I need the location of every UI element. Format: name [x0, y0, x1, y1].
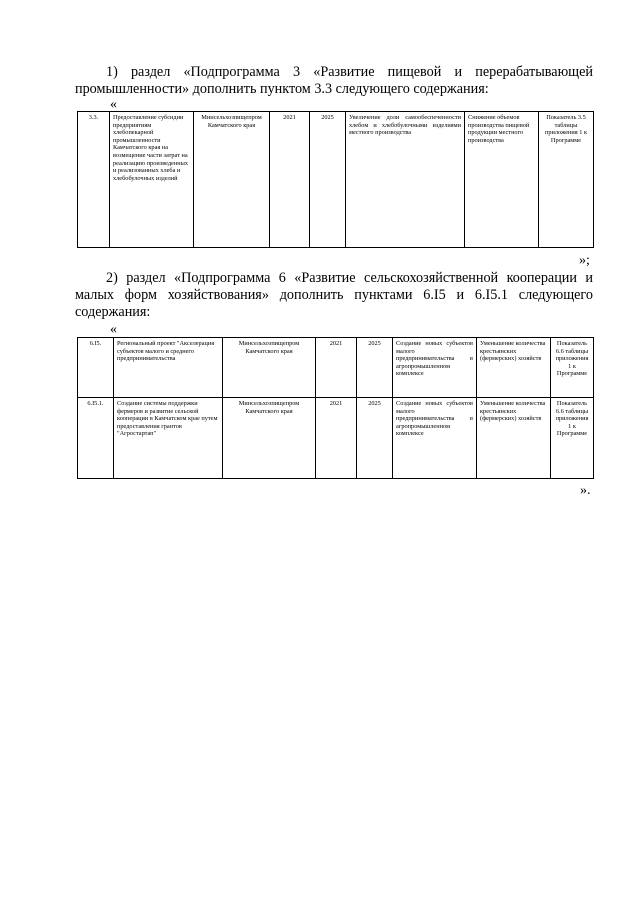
closing-quote-2: ».	[580, 483, 591, 498]
cell-start-year: 2021	[316, 398, 357, 479]
cell-consequences: Уменьшение количества крестьянских (фермерских) хозяйств	[477, 338, 551, 398]
opening-quote-1: «	[110, 97, 117, 112]
cell-consequences: Уменьшение количества крестьянских (фермерских) хозяйств	[477, 398, 551, 479]
cell-start-year: 2021	[270, 112, 310, 248]
table-subprogram-3	[77, 111, 594, 248]
cell-end-year: 2025	[357, 398, 393, 479]
table-row	[78, 338, 594, 398]
cell-end-year: 2025	[310, 112, 346, 248]
cell-expected-result: Создание новых субъектов малого предпринимательства в агропромышленном комплексе	[393, 398, 477, 479]
cell-measure-name: Региональный проект "Акселерация субъектов малого и среднего предпринимательства	[114, 338, 223, 398]
cell-end-year: 2025	[357, 338, 393, 398]
cell-number: 3.3.	[78, 112, 110, 248]
cell-consequences: Снижение объемов производства пищевой продукции местного производства	[465, 112, 539, 248]
table-subprogram-6	[77, 337, 594, 479]
cell-number: 6.I5.1.	[78, 398, 114, 479]
paragraph-item-1: 1) раздел «Подпрограмма 3 «Развитие пищевой и перерабатывающей промышленности» дополнить пунктом 3.3 следующего содержания:	[75, 64, 593, 97]
cell-indicator-link: Показатель 3.5 таблицы приложения 1 к Программе	[539, 112, 594, 248]
cell-expected-result: Увеличение доли самообеспеченности хлебом и хлебобулочными изделиями местного производства	[346, 112, 465, 248]
cell-expected-result: Создание новых субъектов малого предпринимательства в агропромышленном комплексе	[393, 338, 477, 398]
cell-executor: Минсельхозпищепром Камчатского края	[194, 112, 270, 248]
paragraph-item-2: 2) раздел «Подпрограмма 6 «Развитие сельскохозяйственной кооперации и малых форм хозяйствования» дополнить пунктами 6.I5 и 6.I5.1 следующего содержания:	[75, 270, 593, 320]
cell-executor: Минсельхозпищепром Камчатского края	[223, 338, 316, 398]
cell-start-year: 2021	[316, 338, 357, 398]
cell-number: 6.I5.	[78, 338, 114, 398]
cell-indicator-link: Показатель 6.6 таблицы приложения 1 к Программе	[551, 398, 594, 479]
closing-quote-1: »;	[579, 253, 590, 268]
cell-measure-name: Создание системы поддержки фермеров и развитие сельской кооперации в Камчатском крае путем предоставления грантов "Агростартап"	[114, 398, 223, 479]
cell-indicator-link: Показатель 6.6 таблицы приложения 1 к Программе	[551, 338, 594, 398]
cell-measure-name: Предоставление субсидии предприятиям хлебопекарной промышленности Камчатского края на возмещение части затрат на реализацию произведенных и реализованных хлеба и хлебобулочных изделий	[110, 112, 194, 248]
cell-executor: Минсельхозпищепром Камчатского края	[223, 398, 316, 479]
opening-quote-2: «	[110, 322, 117, 337]
table-row	[78, 398, 594, 479]
table-row	[78, 112, 594, 248]
